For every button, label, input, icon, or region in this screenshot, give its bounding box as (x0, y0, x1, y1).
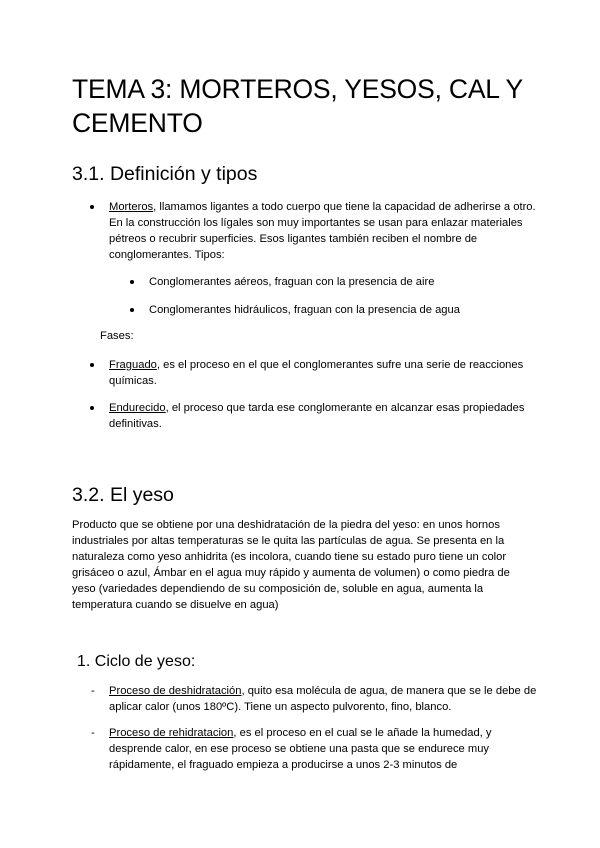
term-description: , es el proceso en el cual se le añade la humedad, y desprende calor, en ese proceso se obtiene una pasta que se endurece muy rápidamente, el fraguado empieza a producirse a unos 2-3 minutos de (109, 727, 492, 771)
list-subitem-text: Conglomerantes aéreos, fraguan con la presencia de aire (149, 276, 435, 288)
term-description: , quito esa molécula de agua, de manera que se le debe de aplicar calor (unos 180ºC). Tiene un aspecto pulvorento, fino, blanco. (109, 685, 537, 713)
list-item-text (109, 725, 539, 773)
term-description: , el proceso que tarda ese conglomerante en alcanzar esas propiedades definitivas. (109, 402, 525, 430)
section-heading-definicion: 3.1. Definición y tipos (72, 163, 258, 185)
yeso-paragraph: Producto que se obtiene por una deshidratación de la piedra del yeso: en unos hornos industriales por altas temperaturas se le quita las partículas de agua. Se presenta en la naturaleza como yeso anhidrita (es incolora, cuando tiene su estado puro tiene un color grisáceo o azul, Ámbar en el agua muy rápido y aumenta de volumen) o como piedra de yeso (variedades dependiendo de su composición de, soluble en agua, aumenta la temperatura cuando se disuelve en agua) (72, 519, 510, 611)
dash-icon: - (91, 727, 95, 739)
bullet-icon (90, 363, 94, 367)
term-endurecido: Endurecido (109, 402, 166, 414)
list-item-text (109, 357, 539, 389)
bullet-icon (130, 308, 134, 312)
phases-label: Fases: (100, 330, 134, 342)
list-item-text (109, 683, 539, 715)
section-heading-yeso: 3.2. El yeso (72, 484, 174, 506)
term-description: , es el proceso en el que el conglomerantes sufre una serie de reacciones químicas. (109, 359, 524, 387)
term-morteros: Morteros (109, 201, 154, 213)
term-rehidratacion: Proceso de rehidratacion (109, 727, 234, 739)
subsection-heading-ciclo: 1. Ciclo de yeso: (77, 653, 196, 670)
bullet-icon (90, 205, 94, 209)
bullet-icon (90, 406, 94, 410)
dash-icon: - (91, 685, 95, 697)
term-description: , llamamos ligantes a todo cuerpo que tiene la capacidad de adherirse a otro. En la construcción los lígales son muy importantes se usan para enlazar materiales pétreos o recubrir superficies. Esos ligantes también reciben el nombre de conglomerantes. Tipos: (109, 201, 536, 261)
list-item-text (109, 199, 539, 263)
document-title: TEMA 3: MORTEROS, YESOS, CAL Y CEMENTO (72, 74, 523, 138)
term-fraguado: Fraguado (109, 359, 157, 371)
list-item-text (109, 400, 539, 432)
bullet-icon (130, 280, 134, 284)
term-deshidratacion: Proceso de deshidratación (109, 685, 242, 697)
list-subitem-text: Conglomerantes hidráulicos, fraguan con la presencia de agua (149, 304, 460, 316)
